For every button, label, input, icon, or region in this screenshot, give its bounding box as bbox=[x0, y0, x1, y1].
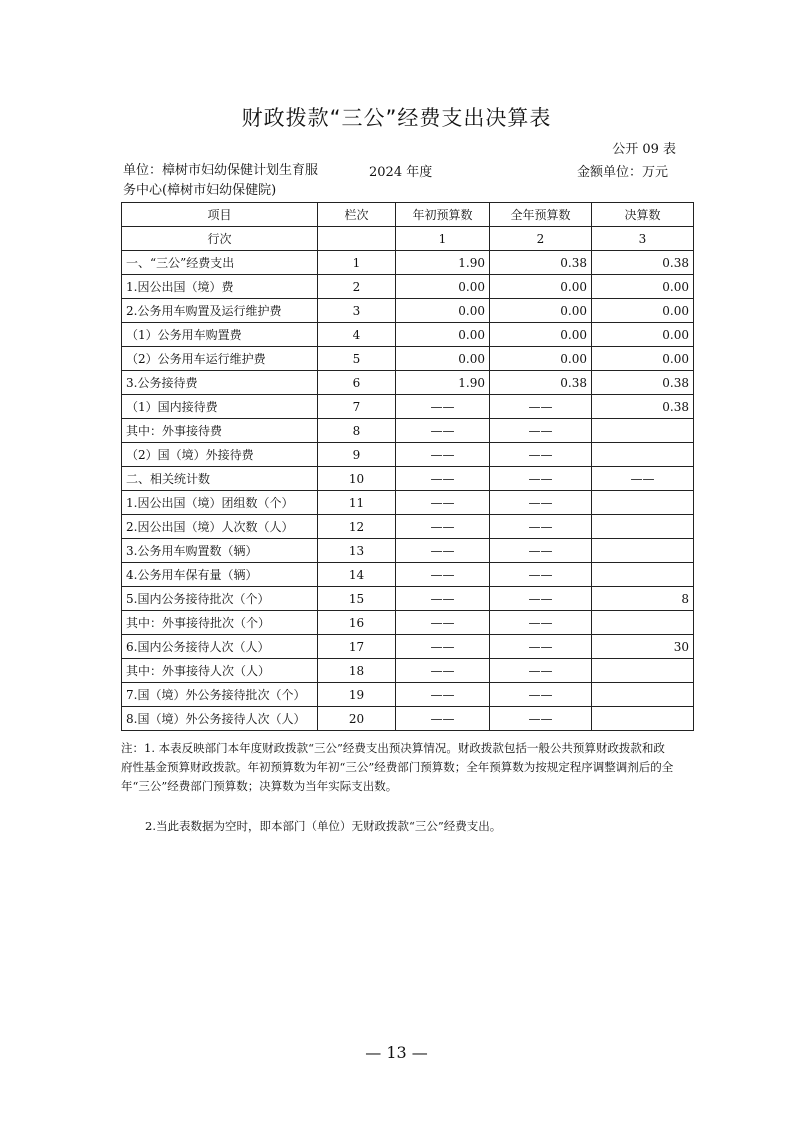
final-account-cell: 8 bbox=[592, 587, 694, 611]
initial-budget-cell: —— bbox=[396, 587, 490, 611]
line-cell: 3 bbox=[592, 227, 694, 251]
final-account-cell: 0.00 bbox=[592, 275, 694, 299]
column-header: 全年预算数 bbox=[490, 203, 592, 227]
row-label: 其中：外事接待批次（个） bbox=[122, 611, 318, 635]
row-label: 一、“三公”经费支出 bbox=[122, 251, 318, 275]
row-index: 17 bbox=[318, 635, 396, 659]
row-index: 7 bbox=[318, 395, 396, 419]
row-label: 1.因公出国（境）费 bbox=[122, 275, 318, 299]
money-unit: 金额单位：万元 bbox=[576, 165, 668, 180]
table-row bbox=[122, 683, 694, 707]
row-index: 15 bbox=[318, 587, 396, 611]
final-account-cell bbox=[592, 683, 694, 707]
annual-budget-cell: —— bbox=[490, 539, 592, 563]
row-index: 8 bbox=[318, 419, 396, 443]
annual-budget-cell: 0.00 bbox=[490, 323, 592, 347]
table-row bbox=[122, 275, 694, 299]
final-account-cell: 30 bbox=[592, 635, 694, 659]
column-header: 栏次 bbox=[318, 203, 396, 227]
final-account-cell bbox=[592, 419, 694, 443]
line-cell: 2 bbox=[490, 227, 592, 251]
table-row bbox=[122, 515, 694, 539]
initial-budget-cell: 0.00 bbox=[396, 275, 490, 299]
row-label: （2）国（境）外接待费 bbox=[122, 443, 318, 467]
table-row bbox=[122, 659, 694, 683]
annual-budget-cell: —— bbox=[490, 395, 592, 419]
row-label: （1）国内接待费 bbox=[122, 395, 318, 419]
final-account-cell bbox=[592, 659, 694, 683]
table-note-1: 注：1. 本表反映部门本年度财政拨款“三公”经费支出预决算情况。财政拨款包括一般公共预算财政拨款和政府性基金预算财政拨款。年初预算数为年初“三公”经费部门预算数；全年预算数为按规定程序调整调剂后的全年“三公”经费部门预算数；决算数为当年实际支出数。 bbox=[121, 741, 674, 793]
final-account-cell: 0.38 bbox=[592, 251, 694, 275]
table-row bbox=[122, 395, 694, 419]
annual-budget-cell: —— bbox=[490, 683, 592, 707]
final-account-cell bbox=[592, 539, 694, 563]
final-account-cell: —— bbox=[592, 467, 694, 491]
final-account-cell bbox=[592, 707, 694, 731]
row-index: 9 bbox=[318, 443, 396, 467]
initial-budget-cell: —— bbox=[396, 683, 490, 707]
column-header: 项目 bbox=[122, 203, 318, 227]
table-row bbox=[122, 251, 694, 275]
table-row bbox=[122, 419, 694, 443]
page-number: — 13 — bbox=[365, 1043, 428, 1062]
annual-budget-cell: 0.38 bbox=[490, 371, 592, 395]
table-row bbox=[122, 347, 694, 371]
line-number-row bbox=[122, 227, 694, 251]
annual-budget-cell: —— bbox=[490, 659, 592, 683]
row-label: （1）公务用车购置费 bbox=[122, 323, 318, 347]
form-number: 公开 09 表 bbox=[612, 142, 676, 157]
final-account-cell: 0.38 bbox=[592, 371, 694, 395]
row-index: 4 bbox=[318, 323, 396, 347]
final-account-cell bbox=[592, 563, 694, 587]
table-row bbox=[122, 611, 694, 635]
initial-budget-cell: —— bbox=[396, 467, 490, 491]
unit-label-line1: 单位：樟树市妇幼保健计划生育服 bbox=[123, 163, 319, 178]
annual-budget-cell: —— bbox=[490, 515, 592, 539]
annual-budget-cell: —— bbox=[490, 467, 592, 491]
annual-budget-cell: —— bbox=[490, 611, 592, 635]
row-index: 3 bbox=[318, 299, 396, 323]
table-row bbox=[122, 299, 694, 323]
line-label: 行次 bbox=[122, 227, 318, 251]
initial-budget-cell: 1.90 bbox=[396, 371, 490, 395]
row-index: 10 bbox=[318, 467, 396, 491]
annual-budget-cell: —— bbox=[490, 707, 592, 731]
initial-budget-cell: —— bbox=[396, 515, 490, 539]
final-account-cell: 0.00 bbox=[592, 347, 694, 371]
table-row bbox=[122, 443, 694, 467]
initial-budget-cell: —— bbox=[396, 395, 490, 419]
row-label: 5.国内公务接待批次（个） bbox=[122, 587, 318, 611]
row-index: 11 bbox=[318, 491, 396, 515]
row-label: 7.国（境）外公务接待批次（个） bbox=[122, 683, 318, 707]
initial-budget-cell: —— bbox=[396, 635, 490, 659]
row-label: 1.因公出国（境）团组数（个） bbox=[122, 491, 318, 515]
initial-budget-cell: 0.00 bbox=[396, 347, 490, 371]
annual-budget-cell: —— bbox=[490, 635, 592, 659]
initial-budget-cell: —— bbox=[396, 491, 490, 515]
row-label: 2.公务用车购置及运行维护费 bbox=[122, 299, 318, 323]
final-account-cell: 0.00 bbox=[592, 299, 694, 323]
initial-budget-cell: —— bbox=[396, 539, 490, 563]
page-title: 财政拨款“三公”经费支出决算表 bbox=[241, 106, 552, 130]
initial-budget-cell: —— bbox=[396, 611, 490, 635]
row-label: 3.公务用车购置数（辆） bbox=[122, 539, 318, 563]
row-label: 二、相关统计数 bbox=[122, 467, 318, 491]
table-row bbox=[122, 563, 694, 587]
table-row bbox=[122, 467, 694, 491]
table-row bbox=[122, 371, 694, 395]
column-header: 年初预算数 bbox=[396, 203, 490, 227]
row-label: 其中：外事接待人次（人） bbox=[122, 659, 318, 683]
annual-budget-cell: —— bbox=[490, 419, 592, 443]
row-label: 6.国内公务接待人次（人） bbox=[122, 635, 318, 659]
line-cell: 1 bbox=[396, 227, 490, 251]
row-index: 6 bbox=[318, 371, 396, 395]
row-index: 5 bbox=[318, 347, 396, 371]
initial-budget-cell: 0.00 bbox=[396, 299, 490, 323]
expenditure-table bbox=[121, 202, 694, 731]
unit-label-line2: 务中心(樟树市妇幼保健院) bbox=[123, 183, 277, 198]
initial-budget-cell: —— bbox=[396, 419, 490, 443]
annual-budget-cell: —— bbox=[490, 563, 592, 587]
row-index: 14 bbox=[318, 563, 396, 587]
row-label: 4.公务用车保有量（辆） bbox=[122, 563, 318, 587]
annual-budget-cell: —— bbox=[490, 443, 592, 467]
row-label: 8.国（境）外公务接待人次（人） bbox=[122, 707, 318, 731]
initial-budget-cell: —— bbox=[396, 707, 490, 731]
row-label: （2）公务用车运行维护费 bbox=[122, 347, 318, 371]
table-row bbox=[122, 539, 694, 563]
row-index: 19 bbox=[318, 683, 396, 707]
row-index: 12 bbox=[318, 515, 396, 539]
initial-budget-cell: —— bbox=[396, 563, 490, 587]
table-row bbox=[122, 635, 694, 659]
initial-budget-cell: 0.00 bbox=[396, 323, 490, 347]
final-account-cell bbox=[592, 515, 694, 539]
table-header-row bbox=[122, 203, 694, 227]
annual-budget-cell: —— bbox=[490, 587, 592, 611]
column-header: 决算数 bbox=[592, 203, 694, 227]
row-index: 2 bbox=[318, 275, 396, 299]
row-label: 3.公务接待费 bbox=[122, 371, 318, 395]
row-index: 16 bbox=[318, 611, 396, 635]
row-label: 其中：外事接待费 bbox=[122, 419, 318, 443]
table-row bbox=[122, 323, 694, 347]
annual-budget-cell: —— bbox=[490, 491, 592, 515]
row-label: 2.因公出国（境）人次数（人） bbox=[122, 515, 318, 539]
table-note-2: 2.当此表数据为空时，即本部门（单位）无财政拨款“三公”经费支出。 bbox=[145, 819, 502, 833]
line-cell bbox=[318, 227, 396, 251]
annual-budget-cell: 0.38 bbox=[490, 251, 592, 275]
final-account-cell bbox=[592, 491, 694, 515]
row-index: 18 bbox=[318, 659, 396, 683]
annual-budget-cell: 0.00 bbox=[490, 299, 592, 323]
annual-budget-cell: 0.00 bbox=[490, 347, 592, 371]
final-account-cell bbox=[592, 443, 694, 467]
row-index: 20 bbox=[318, 707, 396, 731]
initial-budget-cell: 1.90 bbox=[396, 251, 490, 275]
final-account-cell: 0.00 bbox=[592, 323, 694, 347]
table-row bbox=[122, 707, 694, 731]
initial-budget-cell: —— bbox=[396, 659, 490, 683]
annual-budget-cell: 0.00 bbox=[490, 275, 592, 299]
row-index: 13 bbox=[318, 539, 396, 563]
table-row bbox=[122, 491, 694, 515]
fiscal-year: 2024 年度 bbox=[369, 165, 433, 180]
table-row bbox=[122, 587, 694, 611]
row-index: 1 bbox=[318, 251, 396, 275]
initial-budget-cell: —— bbox=[396, 443, 490, 467]
final-account-cell: 0.38 bbox=[592, 395, 694, 419]
final-account-cell bbox=[592, 611, 694, 635]
